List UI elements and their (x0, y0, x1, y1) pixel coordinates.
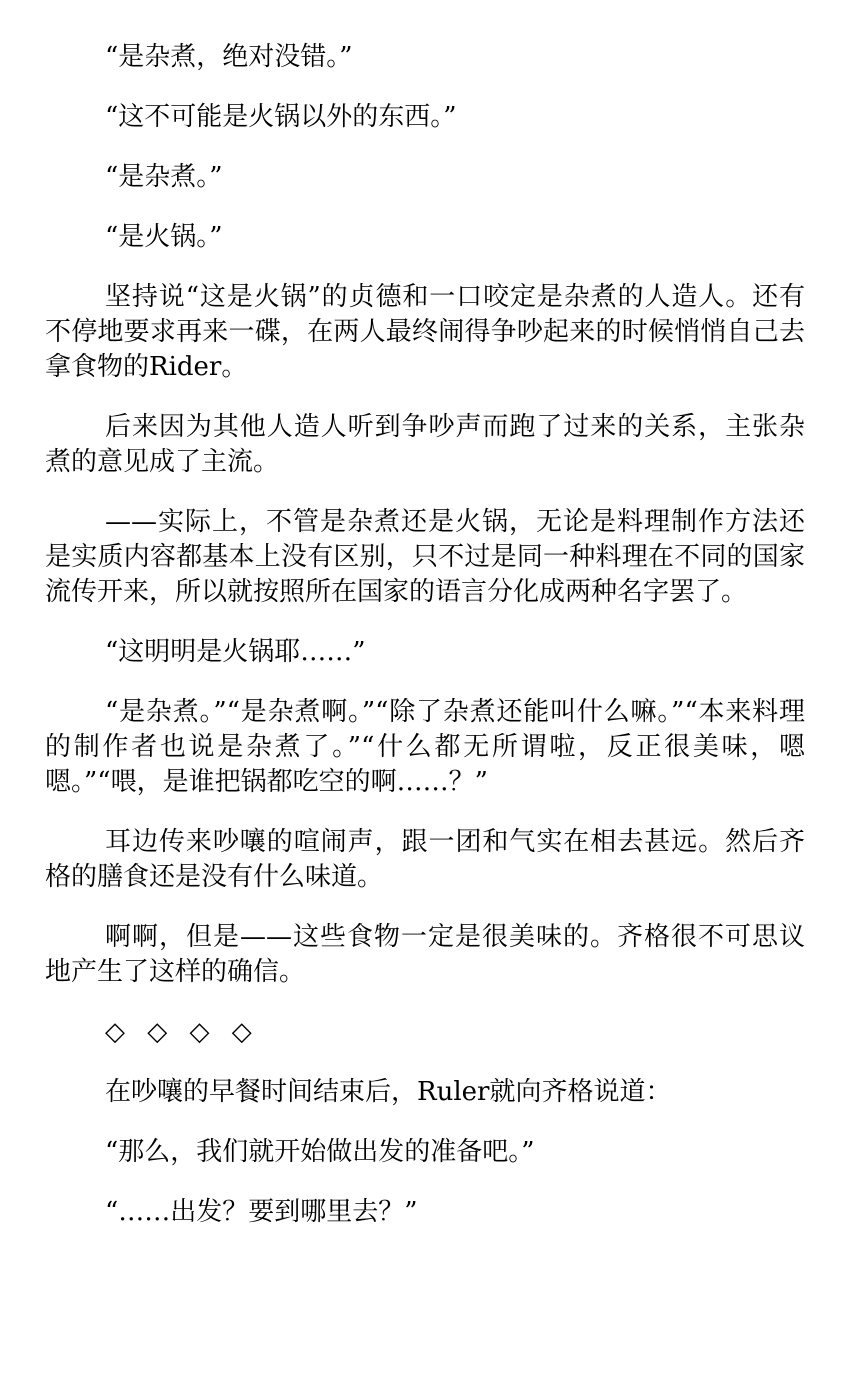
narration-paragraph-4: 耳边传来吵嚷的喧闹声，跟一团和气实在相去甚远。然后齐格的膳食还是没有什么味道。 (45, 827, 805, 892)
narration-paragraph-2: 后来因为其他人造人听到争吵声而跑了过来的关系，主张杂煮的意见成了主流。 (45, 412, 805, 477)
scene-separator: ◇ ◇ ◇ ◇ (105, 1017, 252, 1047)
dialogue-line-2: “这不可能是火锅以外的东西。” (105, 102, 457, 132)
narration-paragraph-5: 啊啊，但是——这些食物一定是很美味的。齐格很不可思议地产生了这样的确信。 (45, 922, 805, 987)
dialogue-line-3: “是杂煮。” (105, 162, 223, 192)
dialogue-line-8: “……出发？要到哪里去？” (105, 1197, 418, 1227)
dialogue-line-6: “是杂煮。”“是杂煮啊。”“除了杂煮还能叫什么嘛。”“本来料理的制作者也说是杂煮了。”“什么都无所谓啦，反正很美味，嗯嗯。”“喂，是谁把锅都吃空的啊……？” (45, 697, 805, 797)
dialogue-line-4: “是火锅。” (105, 222, 223, 252)
dialogue-line-7: “那么，我们就开始做出发的准备吧。” (105, 1137, 535, 1167)
dialogue-line-5: “这明明是火锅耶……” (105, 637, 366, 667)
narration-paragraph-1: 坚持说“这是火锅”的贞德和一口咬定是杂煮的人造人。还有不停地要求再来一碟，在两人最终闹得争吵起来的时候悄悄自己去拿食物的Rider。 (45, 282, 805, 382)
narration-paragraph-3: ——实际上，不管是杂煮还是火锅，无论是料理制作方法还是实质内容都基本上没有区别，只不过是同一种料理在不同的国家流传开来，所以就按照所在国家的语言分化成两种名字罢了。 (45, 507, 805, 607)
dialogue-line-1: “是杂煮，绝对没错。” (105, 42, 353, 72)
narration-paragraph-6: 在吵嚷的早餐时间结束后，Ruler就向齐格说道： (105, 1077, 672, 1107)
